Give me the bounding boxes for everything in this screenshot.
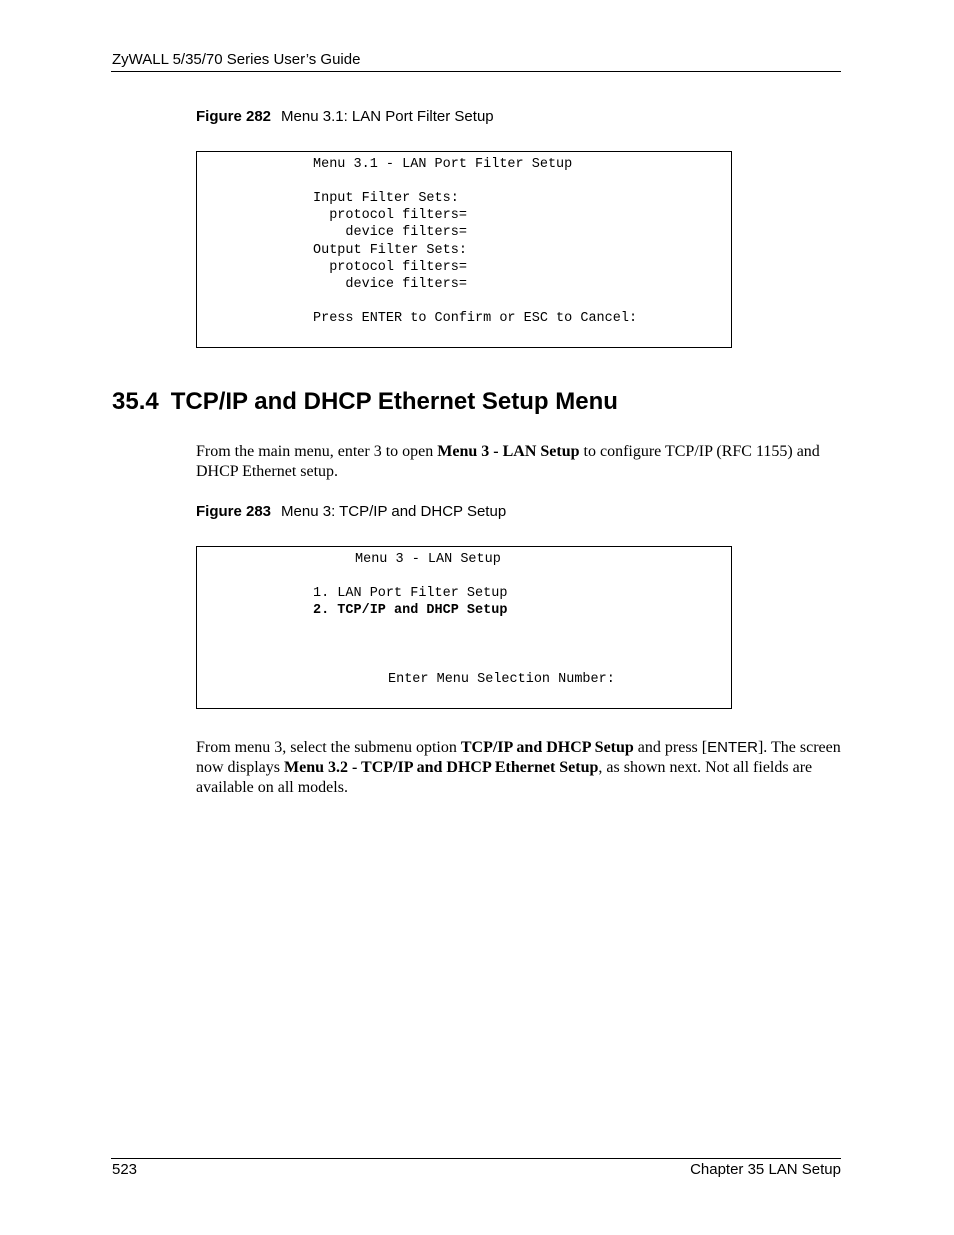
menu-name: Menu 3.2 - TCP/IP and DHCP Ethernet Setup [284, 759, 599, 776]
figure-282-terminal [196, 151, 732, 348]
terminal-line: protocol filters= [313, 260, 467, 275]
section-title: TCP/IP and DHCP Ethernet Setup Menu [170, 388, 618, 415]
menu-name: Menu 3 - LAN Setup [437, 443, 580, 460]
text-run: ]. The screen now displays [196, 739, 841, 776]
text-run: to configure TCP/IP (RFC 1155) and DHCP Ethernet setup. [196, 443, 820, 480]
instruction-paragraph [196, 738, 841, 798]
figure-283-title: Menu 3: TCP/IP and DHCP Setup [281, 503, 507, 520]
figure-282-caption [196, 108, 494, 125]
section-heading [112, 388, 618, 416]
menu-option: TCP/IP and DHCP Setup [460, 739, 634, 756]
terminal-line: device filters= [313, 277, 467, 292]
text-run: and press [ [633, 739, 708, 756]
header-divider [111, 71, 841, 72]
figure-283-terminal [196, 546, 732, 709]
section-number: 35.4 [112, 388, 159, 415]
terminal-line: device filters= [313, 225, 467, 240]
intro-paragraph [196, 442, 841, 482]
page-number: 523 [112, 1161, 138, 1178]
figure-283-caption [196, 503, 506, 520]
terminal-line: protocol filters= [313, 208, 467, 223]
terminal-line: 1. LAN Port Filter Setup [313, 586, 508, 601]
terminal-line-selected: 2. TCP/IP and DHCP Setup [313, 603, 508, 618]
figure-282-number: Figure 282 [196, 108, 272, 125]
terminal-line: Press ENTER to Confirm or ESC to Cancel: [313, 311, 638, 326]
text-run: From the main menu, enter 3 to open [196, 443, 438, 460]
figure-282-title: Menu 3.1: LAN Port Filter Setup [281, 108, 494, 125]
terminal-line: Menu 3 - LAN Setup [355, 552, 501, 567]
text-run: From menu 3, select the submenu option [196, 739, 461, 756]
figure-283-number: Figure 283 [196, 503, 272, 520]
running-header: ZyWALL 5/35/70 Series User’s Guide [112, 51, 361, 68]
terminal-line: Menu 3.1 - LAN Port Filter Setup [313, 157, 573, 172]
footer-divider [111, 1158, 841, 1159]
terminal-line: Output Filter Sets: [313, 243, 467, 258]
text-run: , as shown next. Not all fields are available on all models. [196, 759, 813, 796]
chapter-label: Chapter 35 LAN Setup [690, 1161, 841, 1178]
terminal-line: Enter Menu Selection Number: [388, 672, 615, 687]
terminal-line: Input Filter Sets: [313, 191, 459, 206]
key-name: ENTER [707, 739, 758, 756]
